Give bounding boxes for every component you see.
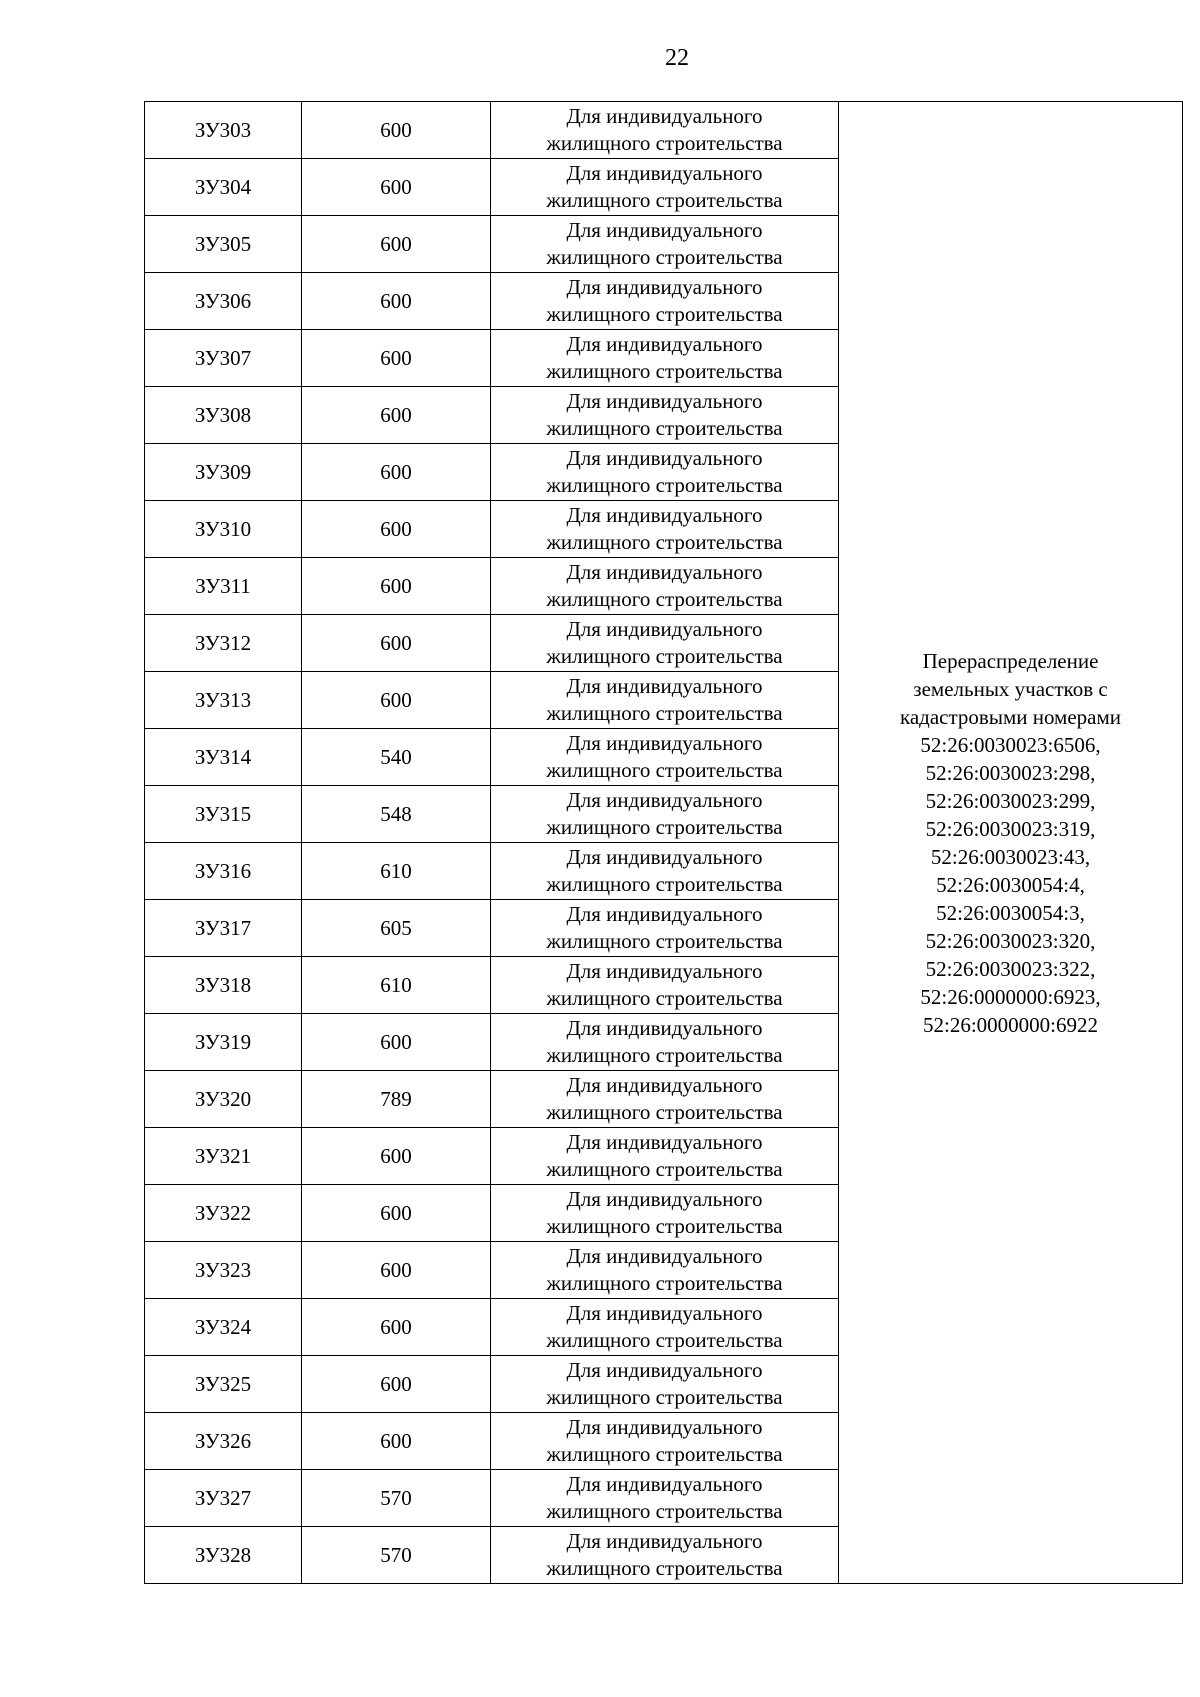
parcel-use-line-2: жилищного строительства xyxy=(546,245,783,269)
parcel-area-cell: 600 xyxy=(302,672,491,729)
parcel-id-cell: ЗУ317 xyxy=(145,900,302,957)
parcel-use-line-2: жилищного строительства xyxy=(546,701,783,725)
parcel-area-cell: 540 xyxy=(302,729,491,786)
parcel-use-line-2: жилищного строительства xyxy=(546,530,783,554)
parcel-use-cell xyxy=(491,1128,839,1185)
parcel-id-cell: ЗУ315 xyxy=(145,786,302,843)
parcel-area-cell: 600 xyxy=(302,1014,491,1071)
parcels-table xyxy=(144,101,1183,1584)
parcel-id-cell: ЗУ314 xyxy=(145,729,302,786)
note-line: 52:26:0030023:322, xyxy=(925,956,1096,981)
parcels-table-body xyxy=(145,102,1183,1584)
note-line: 52:26:0030023:298, xyxy=(925,760,1096,785)
parcel-id-cell: ЗУ310 xyxy=(145,501,302,558)
parcel-area-cell: 610 xyxy=(302,843,491,900)
parcel-area-cell: 600 xyxy=(302,1356,491,1413)
parcel-area-cell: 610 xyxy=(302,957,491,1014)
parcel-id-cell: ЗУ309 xyxy=(145,444,302,501)
parcel-area-cell: 600 xyxy=(302,1413,491,1470)
note-line: 52:26:0030023:6506, xyxy=(920,732,1101,757)
parcel-use-line-1: Для индивидуального xyxy=(566,959,763,983)
parcel-id-cell: ЗУ305 xyxy=(145,216,302,273)
parcel-use-line-1: Для индивидуального xyxy=(566,788,763,812)
parcel-use-line-2: жилищного строительства xyxy=(546,815,783,839)
parcel-area-cell: 600 xyxy=(302,273,491,330)
parcel-use-cell xyxy=(491,1356,839,1413)
parcel-use-cell xyxy=(491,102,839,159)
note-line: 52:26:0000000:6923, xyxy=(920,984,1101,1009)
parcel-use-line-1: Для индивидуального xyxy=(566,1073,763,1097)
parcel-use-cell xyxy=(491,1527,839,1584)
parcel-area-cell: 600 xyxy=(302,1128,491,1185)
parcel-use-line-2: жилищного строительства xyxy=(546,1214,783,1238)
parcel-area-cell: 600 xyxy=(302,444,491,501)
parcel-use-line-1: Для индивидуального xyxy=(566,275,763,299)
parcel-area-cell: 605 xyxy=(302,900,491,957)
parcel-area-cell: 600 xyxy=(302,501,491,558)
parcel-area-cell: 570 xyxy=(302,1470,491,1527)
parcel-use-line-1: Для индивидуального xyxy=(566,1130,763,1154)
parcel-use-line-1: Для индивидуального xyxy=(566,1415,763,1439)
parcel-id-cell: ЗУ311 xyxy=(145,558,302,615)
note-line: 52:26:0030023:319, xyxy=(925,816,1096,841)
parcel-use-line-1: Для индивидуального xyxy=(566,218,763,242)
parcel-id-cell: ЗУ313 xyxy=(145,672,302,729)
parcel-use-cell xyxy=(491,558,839,615)
parcel-area-cell: 789 xyxy=(302,1071,491,1128)
parcel-use-line-1: Для индивидуального xyxy=(566,1472,763,1496)
table-row xyxy=(145,102,1183,159)
parcel-area-cell: 570 xyxy=(302,1527,491,1584)
parcel-use-cell xyxy=(491,216,839,273)
parcel-use-cell xyxy=(491,672,839,729)
parcel-use-line-1: Для индивидуального xyxy=(566,1358,763,1382)
redistribution-note xyxy=(839,647,1182,1039)
parcel-use-line-2: жилищного строительства xyxy=(546,188,783,212)
parcel-id-cell: ЗУ303 xyxy=(145,102,302,159)
parcel-use-cell xyxy=(491,1185,839,1242)
parcel-id-cell: ЗУ326 xyxy=(145,1413,302,1470)
parcel-use-line-2: жилищного строительства xyxy=(546,929,783,953)
parcel-area-cell: 600 xyxy=(302,1242,491,1299)
note-line: Перераспределение xyxy=(922,648,1099,673)
parcel-id-cell: ЗУ327 xyxy=(145,1470,302,1527)
note-line: 52:26:0030054:3, xyxy=(936,900,1085,925)
parcel-use-line-2: жилищного строительства xyxy=(546,1328,783,1352)
parcel-use-cell xyxy=(491,273,839,330)
parcel-use-line-1: Для индивидуального xyxy=(566,731,763,755)
parcel-use-line-1: Для индивидуального xyxy=(566,1016,763,1040)
parcel-area-cell: 600 xyxy=(302,102,491,159)
parcel-id-cell: ЗУ306 xyxy=(145,273,302,330)
parcel-use-cell xyxy=(491,957,839,1014)
parcel-use-line-2: жилищного строительства xyxy=(546,1157,783,1181)
parcel-use-line-2: жилищного строительства xyxy=(546,416,783,440)
parcel-use-line-2: жилищного строительства xyxy=(546,587,783,611)
parcel-use-cell xyxy=(491,501,839,558)
parcel-use-cell xyxy=(491,1014,839,1071)
parcel-use-cell xyxy=(491,1299,839,1356)
parcel-use-line-2: жилищного строительства xyxy=(546,1556,783,1580)
parcel-use-line-2: жилищного строительства xyxy=(546,986,783,1010)
parcel-use-cell xyxy=(491,159,839,216)
parcel-use-cell xyxy=(491,729,839,786)
parcel-use-cell xyxy=(491,843,839,900)
parcel-use-line-1: Для индивидуального xyxy=(566,1244,763,1268)
note-line: 52:26:0030023:320, xyxy=(925,928,1096,953)
parcel-id-cell: ЗУ322 xyxy=(145,1185,302,1242)
parcel-area-cell: 548 xyxy=(302,786,491,843)
parcel-use-line-1: Для индивидуального xyxy=(566,1301,763,1325)
parcel-id-cell: ЗУ304 xyxy=(145,159,302,216)
parcel-use-line-2: жилищного строительства xyxy=(546,1499,783,1523)
parcel-use-cell xyxy=(491,615,839,672)
parcel-use-line-1: Для индивидуального xyxy=(566,560,763,584)
parcel-area-cell: 600 xyxy=(302,558,491,615)
parcel-use-line-2: жилищного строительства xyxy=(546,1100,783,1124)
parcel-use-line-2: жилищного строительства xyxy=(546,302,783,326)
note-line: 52:26:0030023:43, xyxy=(930,844,1091,869)
redistribution-note-cell xyxy=(839,102,1183,1584)
parcel-id-cell: ЗУ319 xyxy=(145,1014,302,1071)
parcel-use-cell xyxy=(491,444,839,501)
parcel-area-cell: 600 xyxy=(302,387,491,444)
parcel-use-cell xyxy=(491,1413,839,1470)
parcel-id-cell: ЗУ318 xyxy=(145,957,302,1014)
parcel-use-line-1: Для индивидуального xyxy=(566,446,763,470)
parcel-area-cell: 600 xyxy=(302,1299,491,1356)
parcel-use-line-2: жилищного строительства xyxy=(546,758,783,782)
parcel-use-cell xyxy=(491,786,839,843)
parcel-use-cell xyxy=(491,387,839,444)
parcel-use-line-2: жилищного строительства xyxy=(546,131,783,155)
parcel-use-cell xyxy=(491,1242,839,1299)
parcel-use-cell xyxy=(491,1071,839,1128)
parcel-use-line-1: Для индивидуального xyxy=(566,1529,763,1553)
parcel-id-cell: ЗУ316 xyxy=(145,843,302,900)
parcel-use-cell xyxy=(491,1470,839,1527)
parcel-id-cell: ЗУ325 xyxy=(145,1356,302,1413)
parcel-use-line-1: Для индивидуального xyxy=(566,503,763,527)
parcel-use-cell xyxy=(491,330,839,387)
parcel-use-line-1: Для индивидуального xyxy=(566,104,763,128)
parcel-use-line-1: Для индивидуального xyxy=(566,617,763,641)
parcel-use-line-1: Для индивидуального xyxy=(566,161,763,185)
note-line: кадастровыми номерами xyxy=(899,704,1122,729)
parcel-area-cell: 600 xyxy=(302,615,491,672)
parcel-area-cell: 600 xyxy=(302,330,491,387)
parcel-id-cell: ЗУ324 xyxy=(145,1299,302,1356)
parcel-use-line-1: Для индивидуального xyxy=(566,674,763,698)
parcel-use-line-1: Для индивидуального xyxy=(566,389,763,413)
parcel-use-line-2: жилищного строительства xyxy=(546,644,783,668)
parcel-use-line-2: жилищного строительства xyxy=(546,1385,783,1409)
note-line: 52:26:0030023:299, xyxy=(925,788,1096,813)
parcel-use-line-2: жилищного строительства xyxy=(546,1442,783,1466)
note-line: 52:26:0030054:4, xyxy=(936,872,1085,897)
parcel-id-cell: ЗУ328 xyxy=(145,1527,302,1584)
parcel-use-line-1: Для индивидуального xyxy=(566,1187,763,1211)
note-line: 52:26:0000000:6922 xyxy=(922,1012,1098,1037)
parcel-id-cell: ЗУ323 xyxy=(145,1242,302,1299)
note-line: земельных участков с xyxy=(913,676,1108,701)
parcel-use-line-1: Для индивидуального xyxy=(566,332,763,356)
page-number: 22 xyxy=(665,45,689,71)
parcel-use-line-2: жилищного строительства xyxy=(546,1271,783,1295)
parcel-id-cell: ЗУ320 xyxy=(145,1071,302,1128)
parcel-use-cell xyxy=(491,900,839,957)
parcel-id-cell: ЗУ321 xyxy=(145,1128,302,1185)
parcel-use-line-2: жилищного строительства xyxy=(546,473,783,497)
parcel-area-cell: 600 xyxy=(302,1185,491,1242)
parcel-use-line-2: жилищного строительства xyxy=(546,359,783,383)
parcel-area-cell: 600 xyxy=(302,216,491,273)
parcel-use-line-1: Для индивидуального xyxy=(566,902,763,926)
parcel-use-line-2: жилищного строительства xyxy=(546,872,783,896)
parcel-area-cell: 600 xyxy=(302,159,491,216)
parcel-use-line-2: жилищного строительства xyxy=(546,1043,783,1067)
parcel-id-cell: ЗУ312 xyxy=(145,615,302,672)
parcel-id-cell: ЗУ307 xyxy=(145,330,302,387)
parcel-use-line-1: Для индивидуального xyxy=(566,845,763,869)
parcel-id-cell: ЗУ308 xyxy=(145,387,302,444)
